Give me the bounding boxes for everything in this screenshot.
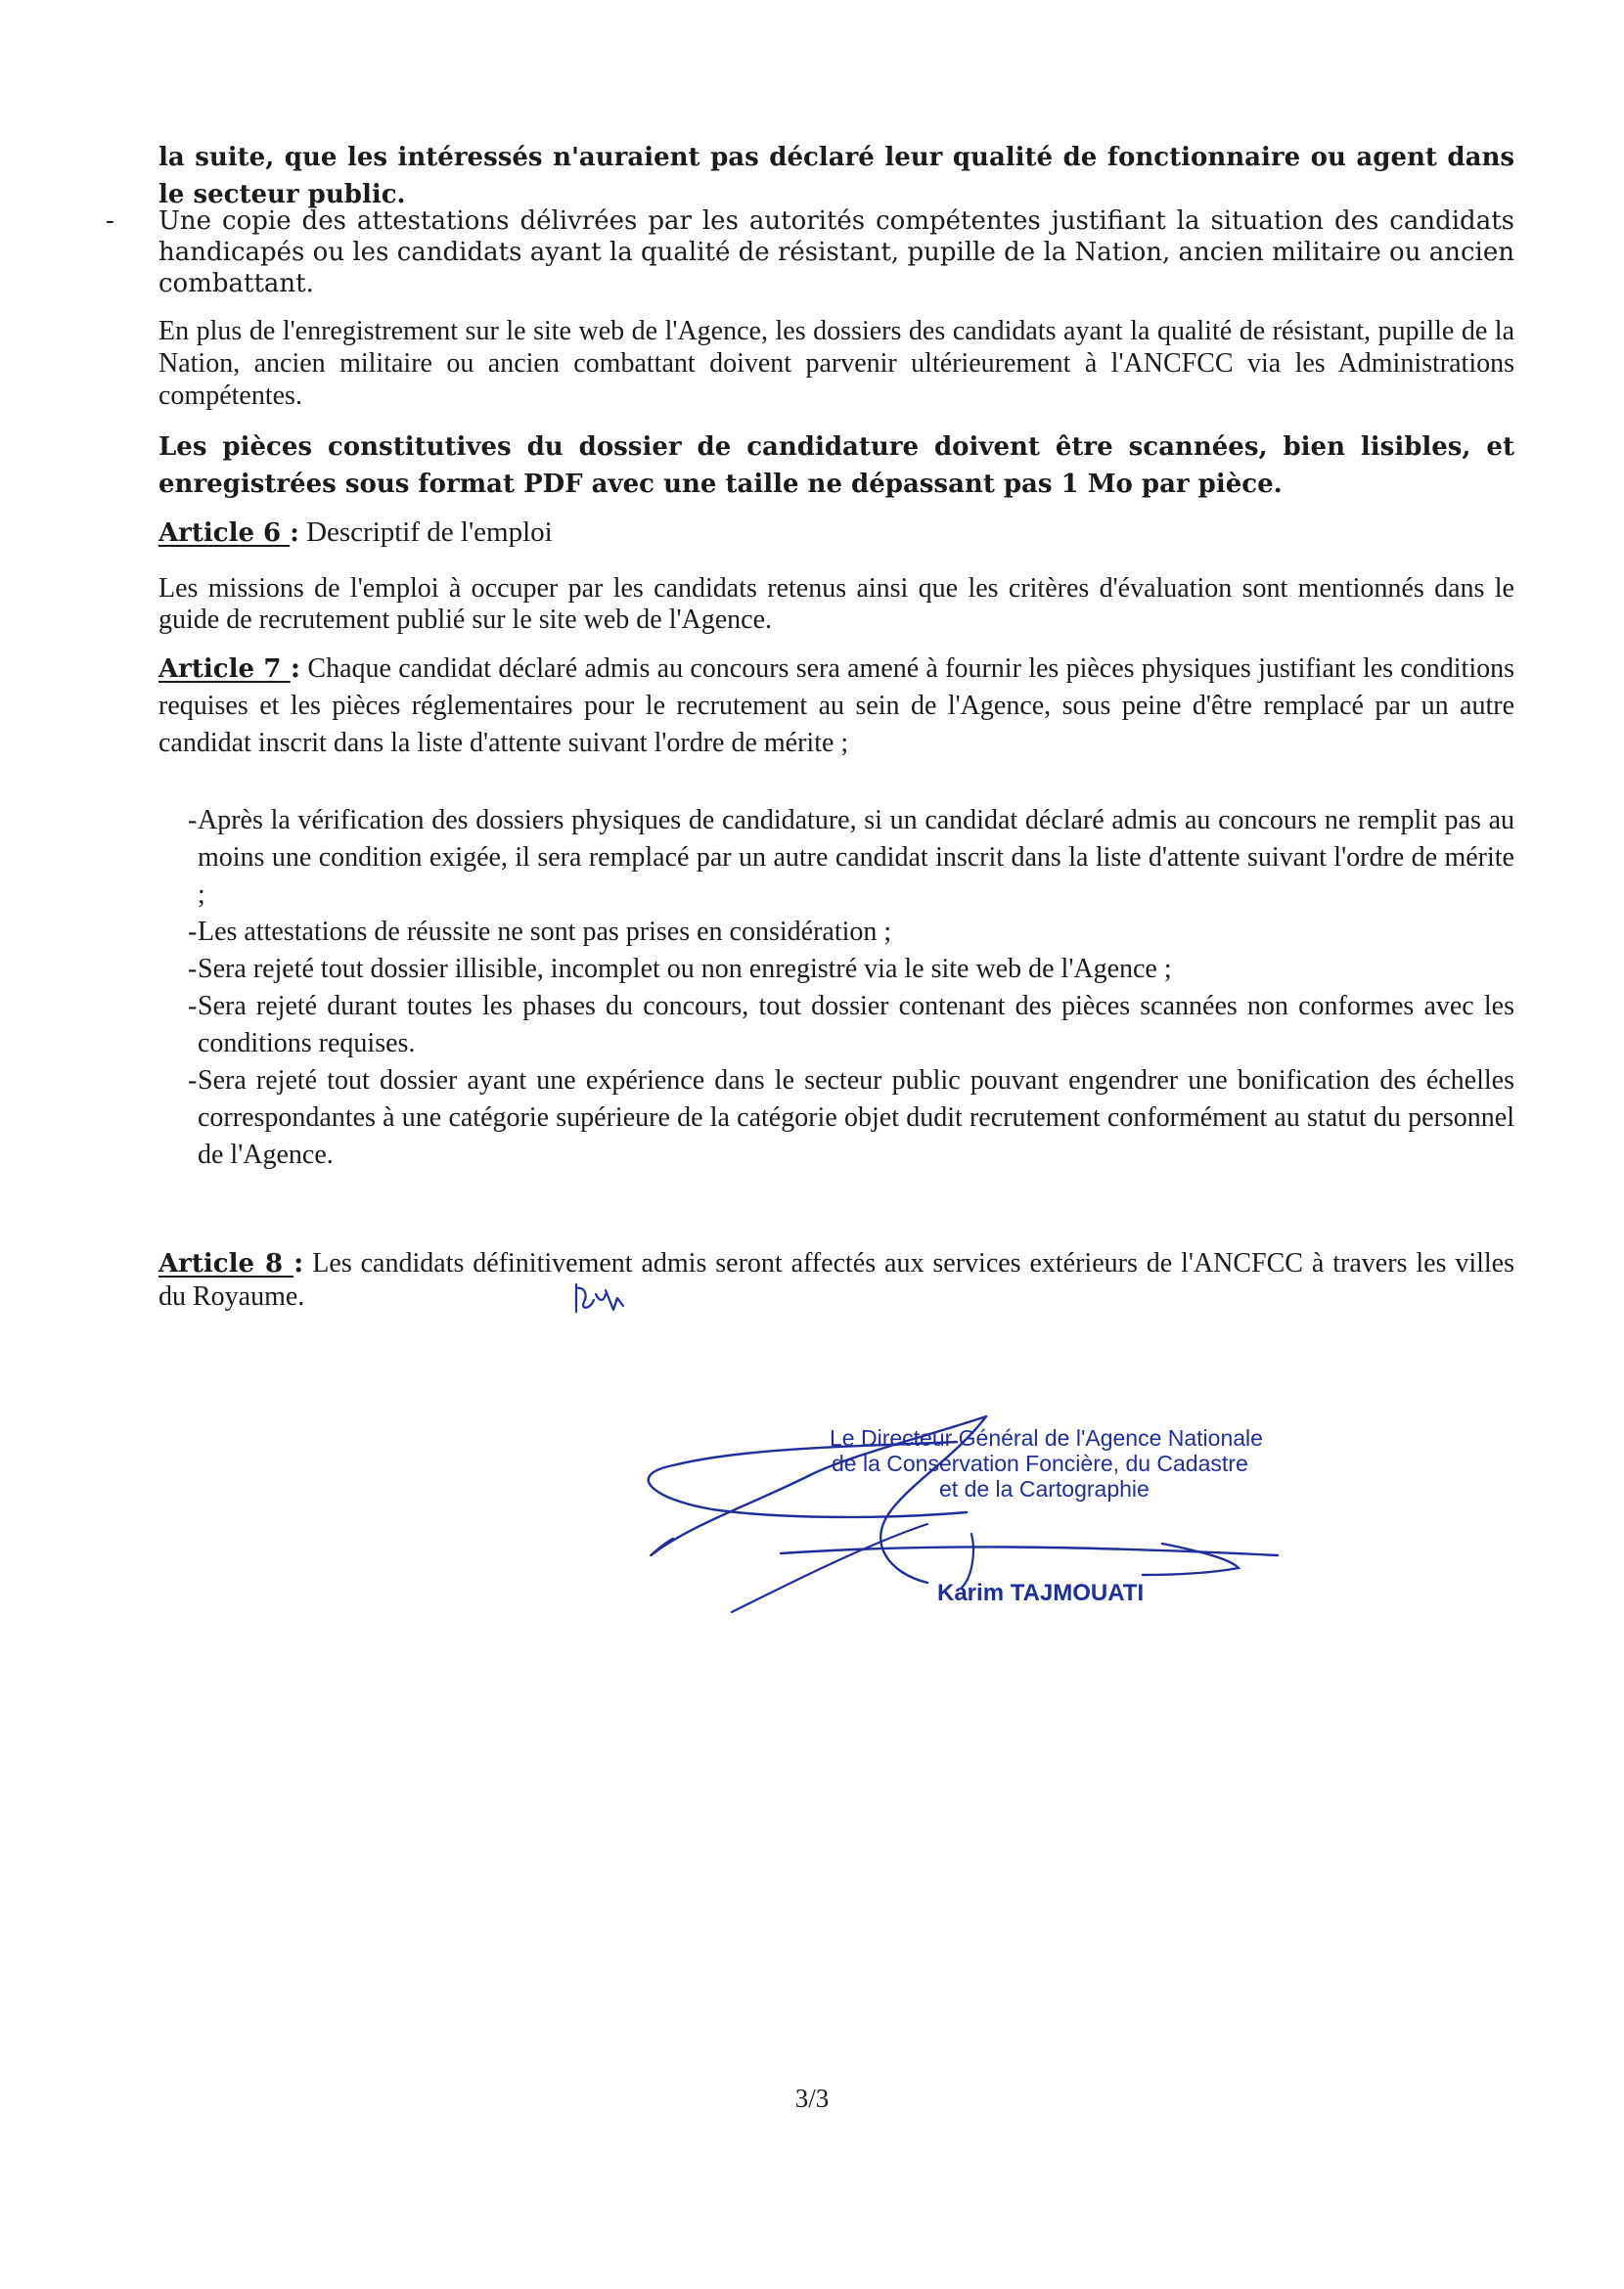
scan-requirements-text: Les pièces constitutives du dossier de candidature doivent être scannées, bien lisibles, et enregistrées sous format PDF avec une taille ne dépassant pas 1 Mo par pièce. xyxy=(158,432,1514,499)
registration-paragraph xyxy=(158,315,1514,412)
article-6-heading xyxy=(158,515,1514,551)
list-item: - Sera rejeté durant toutes les phases du concours, tout dossier contenant des pièces scannées non conformes avec les conditions requises. xyxy=(198,988,1514,1062)
article-7-colon: : xyxy=(290,651,301,684)
article-8 xyxy=(158,1246,1514,1314)
article-6-label: Article 6 xyxy=(158,518,291,548)
scan-requirements-paragraph xyxy=(158,428,1514,503)
article-7-label: Article 7 xyxy=(158,654,291,684)
article-6-text: Les missions de l'emploi à occuper par les candidats retenus ainsi que les critères d'évaluation sont mentionnés dans le guide de recrutement publié sur le site web de l'Agence. xyxy=(158,573,1514,635)
list-item: - Après la vérification des dossiers physiques de candidature, si un candidat déclaré admis au concours ne remplit pas au moins une condition exigée, il sera remplacé par un autre candidat inscrit dans la liste d'attente suivant l'ordre de mérite ; xyxy=(198,802,1514,914)
list-item: - Sera rejeté tout dossier illisible, incomplet ou non enregistré via le site web de l'Agence ; xyxy=(198,951,1514,988)
signatory-name: Karim TAJMOUATI xyxy=(937,1580,1145,1606)
list-item: - Sera rejeté tout dossier ayant une expérience dans le secteur public pouvant engendrer une bonification des échelles correspondantes à une catégorie supérieure de la catégorie objet dudit recrutement conformément au statut du personnel de l'Agence. xyxy=(198,1062,1514,1174)
initials-mark xyxy=(570,1277,629,1318)
signature-title-line2: de la Conservation Foncière, du Cadastre xyxy=(832,1451,1248,1476)
article-7-list xyxy=(198,802,1514,1174)
article-8-label: Article 8 xyxy=(158,1249,294,1279)
continued-paragraph xyxy=(158,139,1514,213)
article-7 xyxy=(158,650,1514,762)
article-8-colon: : xyxy=(293,1246,304,1279)
list-item: - Une copie des attestations délivrées par les autorités compétentes justifiant la situation des candidats handicapés ou les candidats ayant la qualité de résistant, pupille de la Nation, ancien militaire ou ancien combattant. xyxy=(115,205,1514,299)
signature-block xyxy=(634,1397,1299,1622)
article-6-colon: : xyxy=(290,518,299,548)
continued-text: la suite, que les intéressés n'auraient pas déclaré leur qualité de fonctionnaire ou agent dans le secteur public. xyxy=(158,143,1514,209)
signature-title-line1: Le Directeur Général de l'Agence Nationale xyxy=(830,1425,1263,1451)
registration-text: En plus de l'enregistrement sur le site web de l'Agence, les dossiers des candidats ayant la qualité de résistant, pupille de la Nation, ancien militaire ou ancien combattant doivent parvenir ultérieurement à l'ANCFCC via les Administrations compétentes. xyxy=(158,316,1514,411)
attestations-list xyxy=(158,205,1514,299)
article-8-text: Les candidats définitivement admis seront affectés aux services extérieurs de l'ANCFCC à travers les villes du Royaume. xyxy=(158,1248,1515,1312)
signature-title-line3: et de la Cartographie xyxy=(939,1476,1150,1502)
article-6-body xyxy=(158,573,1514,636)
article-6-title: Descriptif de l'emploi xyxy=(298,516,553,548)
page-number: 3/3 xyxy=(794,2084,830,2113)
article-7-text: Chaque candidat déclaré admis au concours sera amené à fournir les pièces physiques justifiant les conditions requises et les pièces réglementaires pour le recrutement au sein de l'Agence, sous peine d'être remplacé par un autre candidat inscrit dans la liste d'attente suivant l'ordre de mérite ; xyxy=(158,653,1515,758)
list-item: - Les attestations de réussite ne sont pas prises en considération ; xyxy=(198,914,1514,951)
